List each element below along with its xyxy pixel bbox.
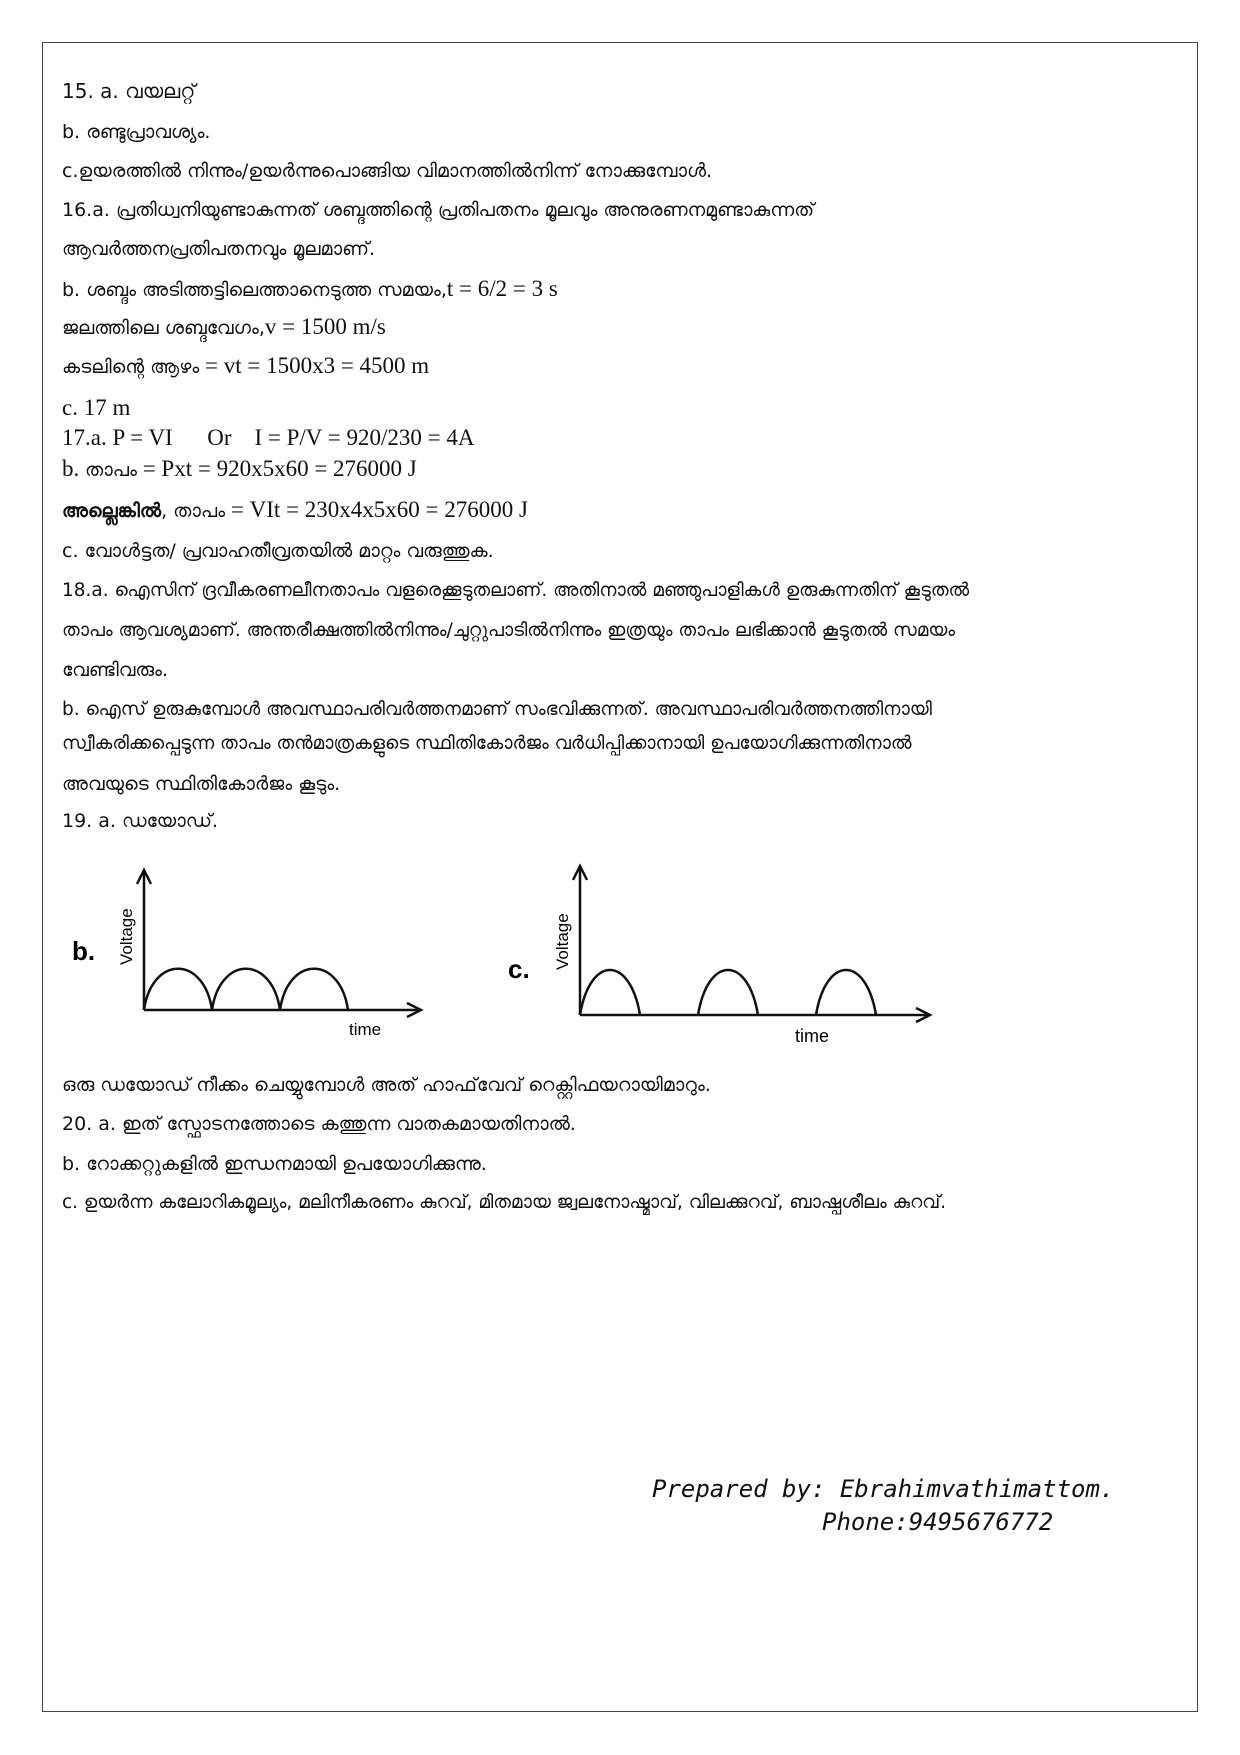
graph-b-label: b. — [72, 936, 96, 966]
q20-c: c. ഉയർന്ന കലോറികമൂല്യം, മലിനീകരണം കുറവ്, മിതമായ ജ്വലനോഷ്മാവ്, വിലക്കുറവ്, ബാഷ്പശീലം കുറവ്. — [62, 1192, 946, 1213]
q17-alt-heat: , താപം — [161, 500, 226, 522]
q20-b: b. റോക്കറ്റുകളിൽ ഇന്ധനമായി ഉപയോഗിക്കുന്നു. — [62, 1153, 487, 1175]
q18-a-line3: വേണ്ടിവരും. — [62, 659, 169, 681]
q18-a-line1: 18.a. ഐസിന് ദ്രവീകരണലീനതാപം വളരെക്കൂടുതലാണ്. അതിനാൽ മഞ്ഞുപാളികൾ ഉരുകുന്നതിന് കൂടുതൽ — [62, 580, 970, 601]
q19-note: ഒരു ഡയോഡ് നീക്കം ചെയ്യുമ്പോൾ അത് ഹാഫ്‌വേവ് റെക്റ്റിഫയറായിമാറും. — [62, 1074, 711, 1096]
q16-depth — [62, 352, 429, 381]
q17-a: 17.a. P = VI Or I = P/V = 920/230 = 4A — [62, 425, 475, 450]
graph-b-ylabel: Voltage — [117, 908, 136, 965]
graph-c-xlabel: time — [795, 1026, 830, 1046]
q20-a: 20. a. ഇത് സ്ഫോടനത്തോടെ കത്തുന്ന വാതകമായതിനാൽ. — [62, 1113, 576, 1135]
q17-alt-label: അല്ലെങ്കിൽ — [62, 500, 162, 522]
q16-c: c. 17 m — [62, 395, 131, 420]
q15-b: b. രണ്ടുപ്രാവശ്യം. — [62, 121, 211, 143]
q16-velocity-label: ജലത്തിലെ ശബ്ദവേഗം, — [62, 317, 265, 339]
q17-b-value: = Pxt = 920x5x60 = 276000 J — [136, 456, 417, 481]
q16-b-label: b. ശബ്ദം അടിത്തട്ടിലെത്താനെടുത്ത സമയം, — [62, 279, 447, 301]
phone: Phone:9495676772 — [822, 1508, 1054, 1536]
q16-velocity-value: v = 1500 m/s — [264, 314, 386, 339]
q16-b — [62, 275, 558, 304]
q17-alt — [62, 496, 528, 525]
q18-b-line2: സ്വീകരിക്കപ്പെടുന്ന താപം തൻമാത്രകളുടെ സ്ഥിതികോർജം വർധിപ്പിക്കാനായി ഉപയോഗിക്കുന്നതിനാൽ — [62, 733, 912, 754]
q15-c: c.ഉയരത്തിൽ നിന്നും/ഉയർന്നുപൊങ്ങിയ വിമാനത്തിൽനിന്ന് നോക്കുമ്പോൾ. — [62, 160, 713, 182]
q19-a: 19. a. ഡയോഡ്. — [62, 810, 218, 832]
graph-c-waveform — [580, 970, 876, 1015]
q17-c: c. വോൾട്ടത/ പ്രവാഹതീവ്രതയിൽ മാറ്റം വരുത്തുക. — [62, 540, 494, 562]
graph-b-waveform — [144, 969, 348, 1010]
q18-b-line1: b. ഐസ് ഉരുകുമ്പോൾ അവസ്ഥാപരിവർത്തനമാണ് സംഭവിക്കുന്നത്. അവസ്ഥാപരിവർത്തനത്തിനായി — [62, 699, 932, 720]
q16-depth-value: = vt = 1500x3 = 4500 m — [199, 353, 430, 378]
graph-c-ylabel: Voltage — [553, 913, 572, 970]
graph-c-halfwave — [500, 860, 940, 1050]
graph-c-label: c. — [508, 954, 530, 984]
q15-a: 15. a. വയലറ്റ് — [62, 79, 196, 103]
q16-a-line2: ആവർത്തനപ്രതിപതനവും മൂലമാണ്. — [62, 238, 376, 260]
q16-a-line1: 16.a. പ്രതിധ്വനിയുണ്ടാകുന്നത് ശബ്ദത്തിന്റെ പ്രതിപതനം മൂലവും അനുരണനമുണ്ടാകുന്നത് — [62, 199, 815, 221]
prepared-by: Prepared by: Ebrahimvathimattom. — [652, 1475, 1115, 1503]
q17-b — [62, 455, 417, 484]
q17-b-prefix: b. — [62, 456, 85, 481]
q16-b-value: t = 6/2 = 3 s — [446, 276, 558, 301]
q16-velocity — [62, 313, 386, 342]
graph-b-xlabel: time — [349, 1020, 382, 1039]
q16-depth-label: കടലിന്റെ ആഴം — [62, 356, 200, 378]
q17-alt-value: = VIt = 230x4x5x60 = 276000 J — [225, 497, 528, 522]
graph-b-fullwave — [64, 860, 444, 1050]
q18-a-line2: താപം ആവശ്യമാണ്. അന്തരീക്ഷത്തിൽനിന്നും/ചുറ്റുപാടിൽനിന്നും ഇത്രയും താപം ലഭിക്കാൻ കൂടുതൽ സമയം — [62, 620, 955, 641]
q17-b-heat: താപം — [85, 459, 137, 481]
q18-b-line3: അവയുടെ സ്ഥിതികോർജം കൂടും. — [62, 773, 341, 795]
